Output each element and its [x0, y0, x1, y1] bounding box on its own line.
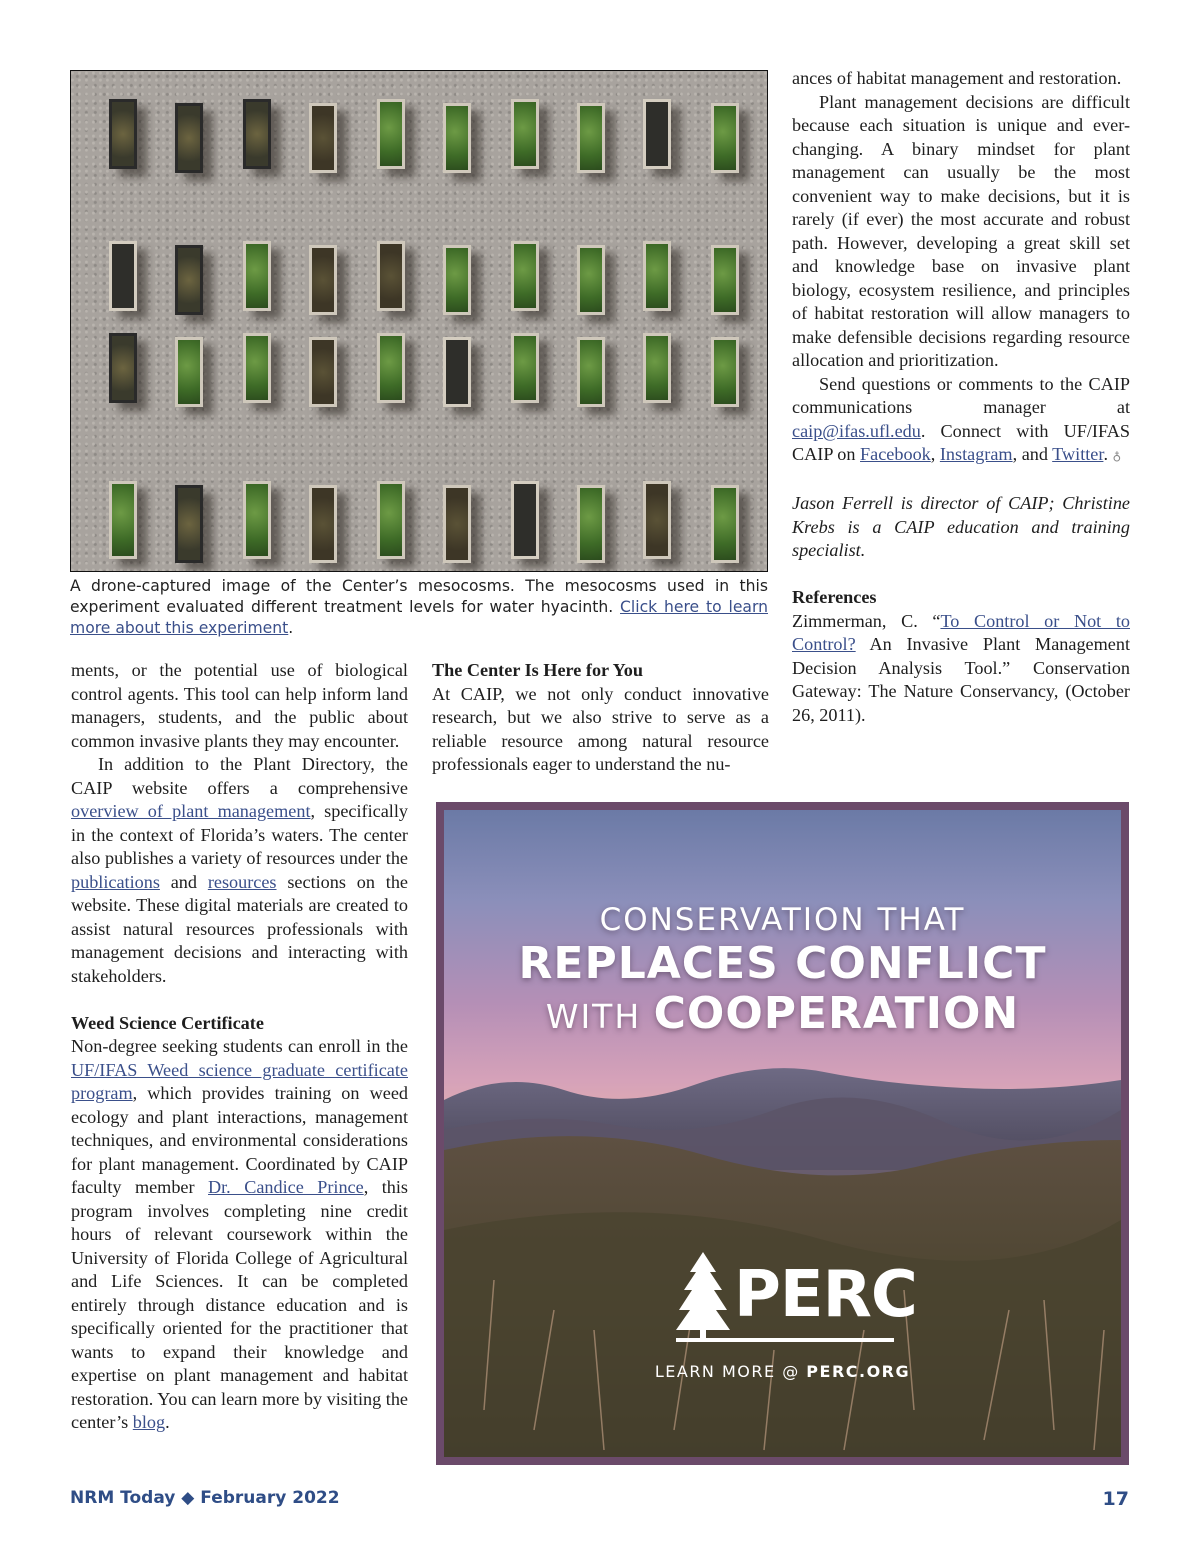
left-p3-text-b: , which provides training on weed ecology and plant interactions, management techniques, and environmental considerations for plant management. Coordinated by CAIP faculty member [71, 1083, 408, 1197]
right-p3-text-d: , and [1012, 444, 1053, 464]
mesocosm-bin [243, 333, 271, 403]
mesocosm-bin [243, 481, 271, 559]
perc-url: PERC.ORG [806, 1362, 911, 1381]
right-paragraph-3 [792, 373, 1130, 469]
left-p2-text-a: In addition to the Plant Directory, the CAIP website offers a comprehensive [71, 754, 408, 798]
spacer [71, 988, 408, 1012]
mesocosm-drone-photo [70, 70, 768, 572]
mesocosm-bin [109, 241, 137, 311]
left-p2-text-d: sections on the website. These digital materials are created to assist natural resources professionals with management decisions and interacting with stakeholders. [71, 871, 408, 986]
mesocosm-bin [309, 245, 337, 315]
ad-headline-3-big: COOPERATION [653, 988, 1020, 1039]
mesocosm-bin [109, 99, 137, 169]
mesocosm-bin [377, 241, 405, 311]
ad-landscape [444, 810, 1121, 1457]
ad-learn-more[interactable] [444, 1362, 1121, 1381]
mesocosm-bin [577, 103, 605, 173]
mesocosm-bin [109, 481, 137, 559]
ref-text-a: Zimmerman, C. “ [792, 610, 941, 631]
ad-headline-1: CONSERVATION THAT [599, 902, 966, 938]
resources-link[interactable]: resources [207, 871, 277, 892]
left-p2-text-b: , specifically in the context of Florida’s waters. The center also publishes a variety of resources under the [71, 801, 408, 868]
right-p3-text-c: , [930, 444, 940, 464]
left-column [71, 659, 408, 1435]
left-paragraph-3 [71, 1035, 408, 1435]
mesocosm-bin [577, 485, 605, 563]
right-paragraph-1: ances of habitat management and restoration. [792, 68, 1122, 88]
mesocosm-bin [175, 103, 203, 173]
page-number: 17 [1102, 1488, 1129, 1510]
spacer [792, 469, 1130, 493]
mesocosm-bin [243, 99, 271, 169]
mesocosm-bin [443, 245, 471, 315]
center-heading: The Center Is Here for You [432, 660, 643, 680]
mesocosm-bin [711, 337, 739, 407]
mesocosm-bin [511, 333, 539, 403]
left-p3-text-c: , this program involves completing nine credit hours of relevant coursework within the University of Florida College of Agricultural and Life Sciences. It can be completed entirely through distance education and is specifically oriented for the practitioner that wants to expand their knowledge and expertise on plant management and habitat restoration. You can learn more by visiting the center’s [71, 1177, 408, 1432]
mesocosm-bin [377, 333, 405, 403]
email-link[interactable]: caip@ifas.ufl.edu [792, 420, 921, 441]
right-column [792, 67, 1130, 727]
candice-prince-link[interactable]: Dr. Candice Prince [208, 1177, 364, 1197]
right-p3-text-e: . [1103, 444, 1108, 464]
mesocosm-bin [711, 245, 739, 315]
mesocosm-bin [175, 485, 203, 563]
mesocosm-bin [175, 245, 203, 315]
mesocosm-bin [643, 333, 671, 403]
mesocosm-bin [175, 337, 203, 407]
spacer [792, 563, 1130, 587]
end-mark-icon: ♁ [1112, 449, 1122, 463]
instagram-link[interactable]: Instagram [939, 444, 1013, 464]
mesocosm-bin [309, 337, 337, 407]
mesocosm-bin [711, 485, 739, 563]
middle-paragraph-1: At CAIP, we not only conduct innovative research, but we also strive to serve as a reliable resource among natural resource professionals eager to understand the nu- [432, 683, 769, 774]
mesocosm-bin [309, 103, 337, 173]
mesocosm-bin [309, 485, 337, 563]
mesocosm-bin [511, 481, 539, 559]
perc-advertisement[interactable] [436, 802, 1129, 1465]
right-paragraph-2: Plant management decisions are difficult because each situation is unique and ever-changing. A binary mindset for plant management can usually be the most convenient way to make decisions, but it is rarely (if ever) the most accurate and robust path. However, developing a great skill set and knowledge base on invasive plant biology, ecosystem resilience, and principles of habitat restoration will allow managers to make defensible decisions regarding resource allocation and prioritization. [792, 91, 1130, 370]
perc-logo-text: PERC [734, 1258, 917, 1332]
reference-link[interactable]: To Control or Not to Control? [792, 610, 1130, 654]
right-p3-text-b: . Connect with UF/IFAS CAIP on [792, 420, 1130, 464]
publications-link[interactable]: publications [71, 871, 160, 892]
weed-science-heading: Weed Science Certificate [71, 1012, 264, 1033]
overview-link[interactable]: overview of plant management [71, 801, 311, 821]
mesocosm-bin [577, 245, 605, 315]
ad-headline-2: REPLACES CONFLICT [518, 938, 1047, 989]
left-p3-text-a: Non-degree seeking students can enroll in the [71, 1036, 408, 1056]
left-paragraph-1: ments, or the potential use of biological control agents. This tool can help inform land managers, students, and the public about common invasive plants they may encounter. [71, 660, 408, 751]
mesocosm-bin [243, 241, 271, 311]
caption-text: A drone-captured image of the Center’s mesocosms. The mesocosms used in this experiment evaluated different treatment levels for water hyacinth. [70, 577, 768, 616]
mesocosm-bin [643, 99, 671, 169]
ad-headline-3-small: WITH [545, 997, 654, 1036]
left-paragraph-2 [71, 753, 408, 988]
photo-caption [70, 576, 768, 639]
learn-more-text: LEARN MORE @ [654, 1362, 807, 1381]
certificate-program-link[interactable]: UF/IFAS Weed science graduate certificate program [71, 1059, 408, 1103]
blog-link[interactable]: blog [132, 1412, 166, 1432]
mesocosm-bin [643, 241, 671, 311]
ad-headline-3 [444, 988, 1121, 1039]
left-p2-text-c: and [159, 871, 208, 892]
mesocosm-bin [511, 241, 539, 311]
references-heading: References [792, 587, 877, 607]
caption-link[interactable]: Click here to learn more about this experiment [70, 598, 768, 637]
mesocosm-bin [109, 333, 137, 403]
middle-column [432, 659, 769, 777]
ref-text-b: An Invasive Plant Management Decision Analysis Tool.” Conservation Gateway: The Nature Conservancy, (October 26, 2011). [792, 634, 1130, 725]
mesocosm-bin [377, 481, 405, 559]
author-bio: Jason Ferrell is director of CAIP; Christine Krebs is a CAIP education and training specialist. [792, 493, 1130, 560]
caption-end: . [288, 619, 294, 637]
left-p3-text-d: . [165, 1412, 170, 1432]
logo-underline [676, 1338, 894, 1342]
right-p3-text-a: Send questions or comments to the CAIP communications manager at [792, 373, 1130, 417]
mesocosm-bin [577, 337, 605, 407]
mesocosm-bin [443, 103, 471, 173]
twitter-link[interactable]: Twitter [1052, 444, 1104, 464]
mesocosm-bin [511, 99, 539, 169]
mesocosm-bin [711, 103, 739, 173]
facebook-link[interactable]: Facebook [860, 444, 931, 464]
reference-entry [792, 610, 1130, 728]
mesocosm-bin [443, 485, 471, 563]
mesocosm-bin [377, 99, 405, 169]
footer-publication: NRM Today ◆ February 2022 [70, 1488, 340, 1508]
mesocosm-bin [643, 481, 671, 559]
mesocosm-bin [443, 337, 471, 407]
